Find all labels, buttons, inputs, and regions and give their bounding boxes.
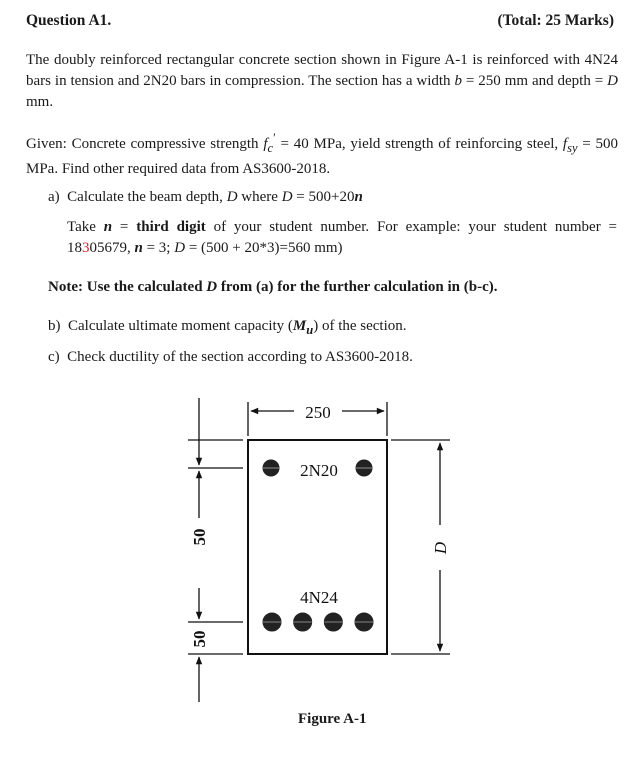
note-text: Note: Use the calculated xyxy=(48,279,207,295)
fc-prime: ′ xyxy=(273,131,276,145)
intro-text: mm. xyxy=(26,94,54,110)
given-text: = 500 MPa. Find other required data from AS3600-2018. xyxy=(26,136,618,177)
depth-symbol: D xyxy=(206,279,218,295)
mu-subscript: u xyxy=(306,323,314,337)
part-c-label: c) xyxy=(48,349,60,365)
n-symbol: n xyxy=(354,189,363,205)
mu-symbol: M xyxy=(292,318,307,334)
third-digit-text: third digit xyxy=(136,219,206,235)
given-text: = 40 MPa, yield strength of reinforcing steel, xyxy=(275,136,563,152)
intro-text: The doubly reinforced rectangular concrete section shown in Figure A-1 is reinforced with 4N24 bars in tension and 2N20 bars in compression. The section has a width xyxy=(26,52,618,89)
part-b-label: b) xyxy=(48,318,61,334)
bottom-cover-label: 50 xyxy=(190,630,209,648)
part-c-text: Check ductility of the section according to AS3600-2018. xyxy=(67,349,413,365)
depth-label: D xyxy=(431,541,450,555)
take-text: of your student number. For example: your student number = xyxy=(205,219,618,235)
given-text: Given: Concrete compressive strength xyxy=(26,136,264,152)
depth-symbol: D xyxy=(607,73,618,89)
depth-symbol: D xyxy=(226,189,238,205)
width-label: 250 xyxy=(305,403,331,422)
intro-text: = 250 mm and depth = xyxy=(461,73,608,89)
student-number-part: 18 xyxy=(67,240,82,256)
part-b-text: ) of the section. xyxy=(313,318,407,334)
student-number-part: 05679, xyxy=(89,240,135,256)
part-a-text: Calculate the beam depth, xyxy=(67,189,227,205)
take-text: = (500 + 20*3)=560 mm) xyxy=(185,240,343,256)
part-a-label: a) xyxy=(48,189,60,205)
depth-symbol: D xyxy=(281,189,293,205)
depth-symbol: D xyxy=(174,240,186,256)
width-symbol: b xyxy=(454,73,462,89)
bottom-bars-label: 4N24 xyxy=(300,588,338,607)
top-cover-label: 50 xyxy=(190,528,209,546)
part-b-text: Calculate ultimate moment capacity ( xyxy=(68,318,293,334)
top-bars-label: 2N20 xyxy=(300,461,338,480)
fc-subscript: c xyxy=(267,141,274,155)
tension-bars xyxy=(262,612,374,632)
part-a-text: where xyxy=(237,189,282,205)
n-symbol: n xyxy=(103,219,113,235)
fsy-symbol: f xyxy=(562,136,568,152)
take-text: Take xyxy=(67,219,104,235)
highlighted-digit: 3 xyxy=(82,240,90,256)
part-a-text: = 500+20 xyxy=(292,189,355,205)
n-symbol: n xyxy=(134,240,143,256)
fc-symbol: f xyxy=(263,136,268,152)
fsy-subscript: sy xyxy=(567,141,578,155)
note-text: from (a) for the further calculation in (b-c). xyxy=(217,279,498,295)
total-marks: (Total: 25 Marks) xyxy=(497,12,614,29)
question-title: Question A1. xyxy=(26,12,112,29)
take-text: = 3; xyxy=(142,240,175,256)
figure-caption: Figure A-1 xyxy=(298,711,367,727)
take-text: = xyxy=(112,219,137,235)
